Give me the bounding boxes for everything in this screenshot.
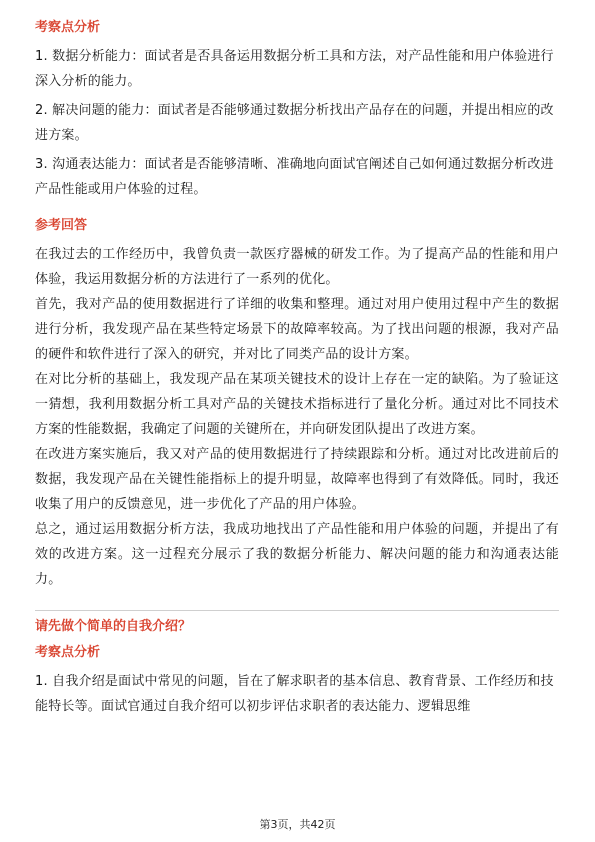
section-divider: [35, 610, 559, 611]
analysis-item-1: 1. 数据分析能力：面试者是否具备运用数据分析工具和方法，对产品性能和用户体验进行深入分析的能力。: [35, 49, 554, 89]
section-heading-analysis: 考察点分析: [35, 20, 101, 35]
answer-paragraph-3: 在对比分析的基础上，我发现产品在某项关键技术的设计上存在一定的缺陷。为了验证这一猜想，我利用数据分析工具对产品的关键技术指标进行了量化分析。通过对比不同技术方案的性能数据，我确定了问题的关键所在，并向研发团队提出了改进方案。: [35, 372, 559, 437]
answer-paragraph-2: 首先，我对产品的使用数据进行了详细的收集和整理。通过对用户使用过程中产生的数据进行分析，我发现产品在某些特定场景下的故障率较高。为了找出问题的根源，我对产品的硬件和软件进行了深入的研究，并对比了同类产品的设计方案。: [35, 297, 559, 362]
answer-paragraph-4: 在改进方案实施后，我又对产品的使用数据进行了持续跟踪和分析。通过对比改进前后的数据，我发现产品在关键性能指标上的提升明显，故障率也得到了有效降低。同时，我还收集了用户的反馈意见，进一步优化了产品的用户体验。: [35, 447, 559, 512]
section-heading-answer: 参考回答: [35, 218, 88, 233]
page-number: 第3页，共42页: [259, 818, 336, 831]
question-title: 请先做个简单的自我介绍？: [35, 619, 192, 634]
analysis-item-3: 3. 沟通表达能力：面试者是否能够清晰、准确地向面试官阐述自己如何通过数据分析改进产品性能或用户体验的过程。: [35, 157, 554, 197]
analysis-item-q2-1: 1. 自我介绍是面试中常见的问题，旨在了解求职者的基本信息、教育背景、工作经历和技能特长等。面试官通过自我介绍可以初步评估求职者的表达能力、逻辑思维: [35, 674, 554, 714]
section-heading-analysis-2: 考察点分析: [35, 645, 101, 660]
answer-paragraph-5: 总之，通过运用数据分析方法，我成功地找出了产品性能和用户体验的问题，并提出了有效的改进方案。这一过程充分展示了我的数据分析能力、解决问题的能力和沟通表达能力。: [35, 522, 559, 587]
document-page: [35, 18, 559, 723]
analysis-item-2: 2. 解决问题的能力：面试者是否能够通过数据分析找出产品存在的问题，并提出相应的改进方案。: [35, 103, 554, 143]
answer-paragraph-1: 在我过去的工作经历中，我曾负责一款医疗器械的研发工作。为了提高产品的性能和用户体验，我运用数据分析的方法进行了一系列的优化。: [35, 247, 559, 287]
